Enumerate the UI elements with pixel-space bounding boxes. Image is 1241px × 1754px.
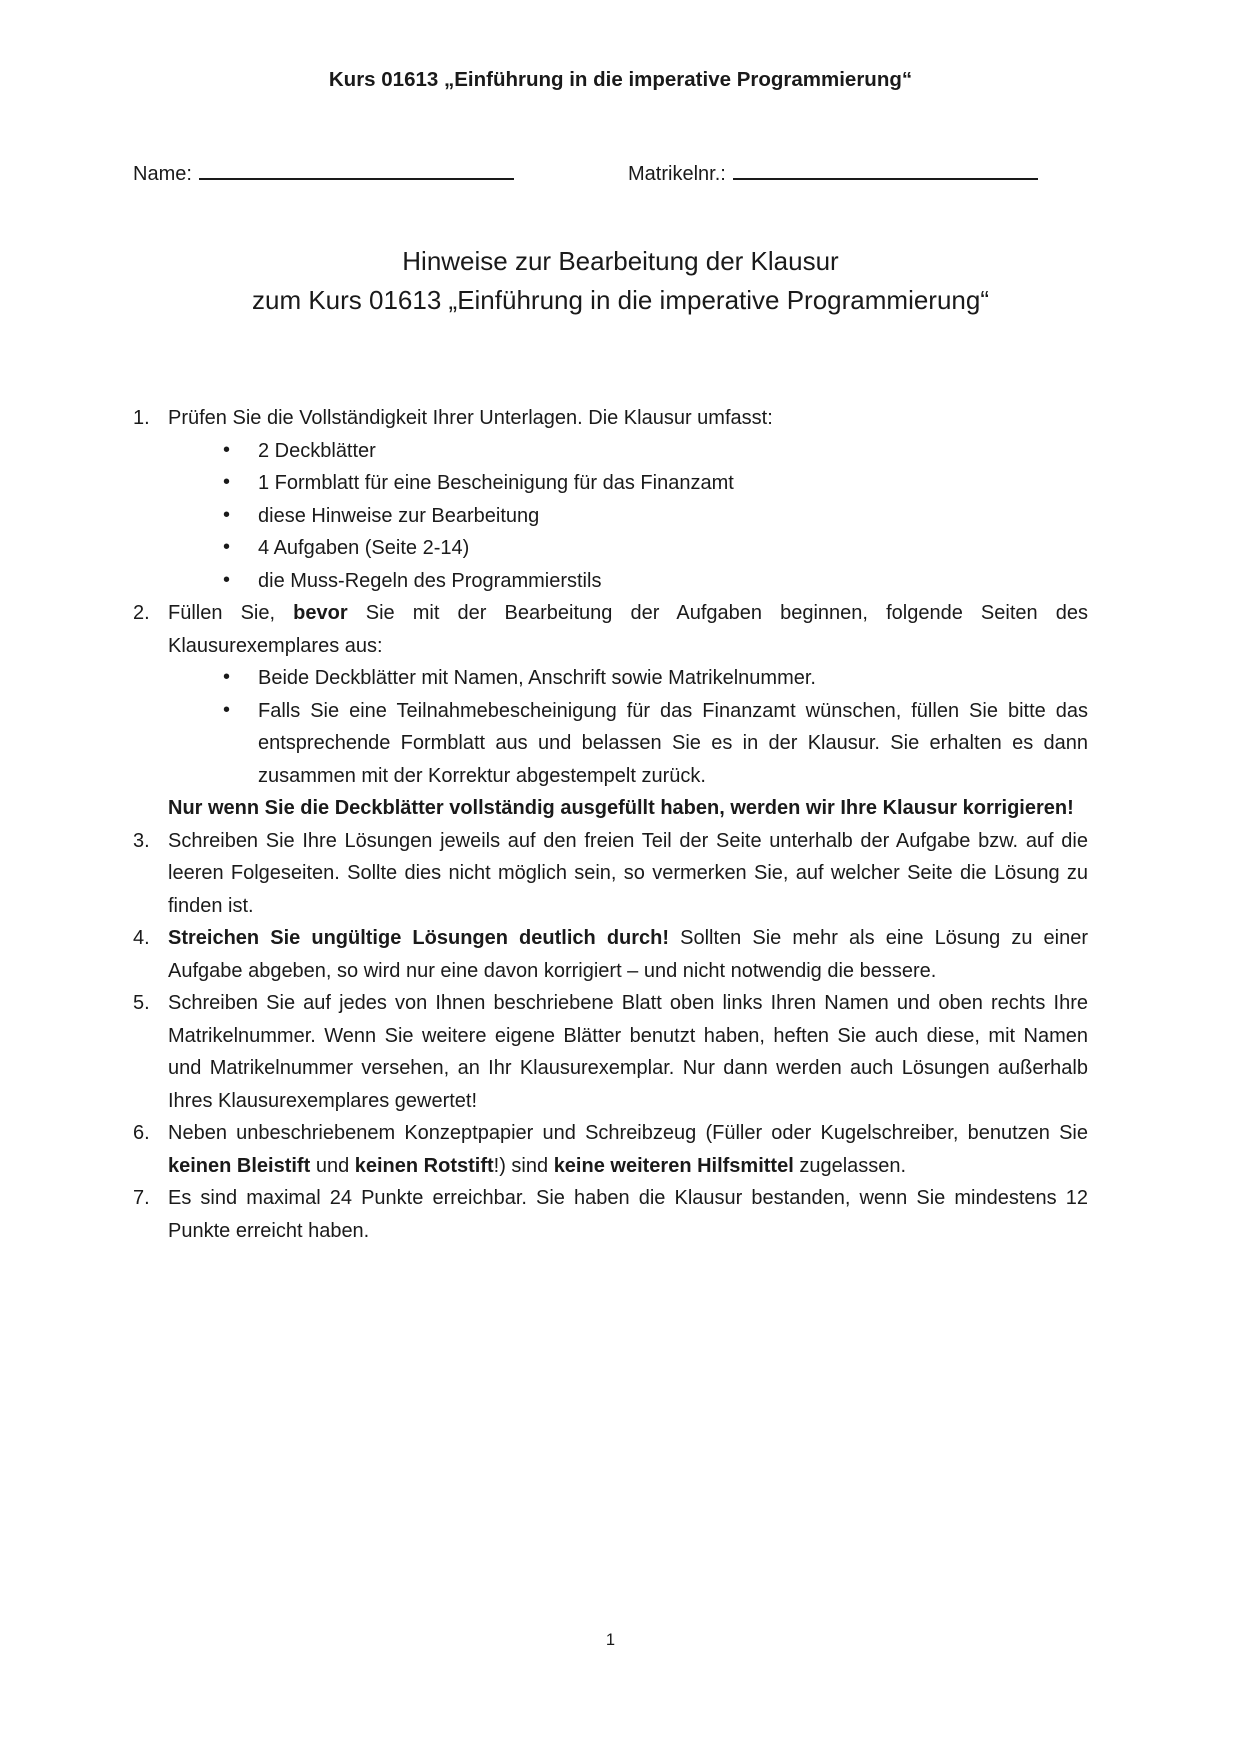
bold-text-run: keine weiteren Hilfsmittel: [553, 1154, 794, 1177]
text-run: Es sind maximal 24 Punkte erreichbar. Sie haben die Klausur bestanden, wenn Sie mindestens 12 Punkte erreicht haben.: [168, 1187, 1088, 1242]
item-number: 3.: [133, 829, 150, 852]
item-text: [168, 987, 1088, 1117]
text-run: Füllen Sie,: [168, 602, 294, 624]
text-run: Schreiben Sie auf jedes von Ihnen beschriebene Blatt oben links Ihren Namen und oben rechts Ihre Matrikelnummer. Wenn Sie weitere eigene Blätter benutzt haben, heften Sie auch diese, mit Namen und Matrikelnummer versehen, an Ihr Klausurexemplar. Nur dann werden auch Lösungen außerhalb Ihres Klausurexemplares gewertet!: [168, 992, 1088, 1112]
text-run: diese Hinweise zur Bearbeitung: [258, 504, 540, 527]
bullet-icon: •: [223, 503, 231, 526]
text-run: Schreiben Sie Ihre Lösungen jeweils auf den freien Teil der Seite unterhalb der Aufgabe bzw. auf die leeren Folgeseiten. Sollte dies nicht möglich sein, so vermerken Sie, auf welcher Seite die Lösung zu finden ist.: [168, 829, 1088, 917]
name-blank-line: [199, 154, 514, 180]
item-text: [168, 597, 1088, 662]
bullet-list-item: [133, 435, 1088, 468]
text-run: Falls Sie eine Teilnahmebescheinigung für das Finanzamt wünschen, füllen Sie bitte das entsprechende Formblatt aus und belassen Sie es in der Klausur. Sie erhalten es dann zusammen mit der Korrektur abgestempelt zurück.: [258, 699, 1088, 787]
bold-text-run: keinen Rotstift: [354, 1154, 494, 1177]
text-run: Sie mit der Bearbeitung der Aufgaben beginnen, folgende Seiten des Klausurexemplares aus:: [168, 602, 1088, 657]
item-number: 1.: [133, 407, 150, 429]
bullet-text: [258, 500, 1088, 533]
item-text: [168, 1182, 1088, 1247]
matrikel-blank-line: [733, 154, 1038, 180]
text-run: !) sind: [493, 1154, 554, 1177]
list-item: [133, 1117, 1088, 1182]
text-run: 1 Formblatt für eine Bescheinigung für das Finanzamt: [258, 472, 734, 494]
item-number: 4.: [133, 927, 150, 949]
item-number: 6.: [133, 1122, 150, 1144]
page-title-line1: Hinweise zur Bearbeitung der Klausur: [402, 246, 839, 276]
bullet-icon: •: [223, 568, 231, 591]
bullet-icon: •: [223, 666, 231, 688]
matrikel-field: [628, 154, 1038, 189]
bullet-list-item: [133, 695, 1088, 793]
page-title-line2: zum Kurs 01613 „Einführung in die imperative Programmierung“: [251, 285, 989, 315]
item-text: [168, 825, 1088, 923]
text-run: die Muss-Regeln des Programmierstils: [258, 569, 602, 592]
bold-text-run: keinen Bleistift: [168, 1154, 311, 1177]
bold-text-run: Streichen Sie ungültige Lösungen deutlich durch!: [168, 927, 670, 949]
list-item: [133, 402, 1088, 435]
bold-text-run: bevor: [293, 602, 348, 624]
item-number: 5.: [133, 992, 150, 1014]
bullet-icon: •: [223, 438, 231, 461]
list-item: [133, 922, 1088, 987]
item-text: [168, 1117, 1088, 1182]
bullet-text: [258, 435, 1088, 468]
item-number: 2.: [133, 602, 150, 624]
bullet-list-item: [133, 532, 1088, 565]
text-run: Beide Deckblätter mit Namen, Anschrift sowie Matrikelnummer.: [258, 667, 816, 689]
item-number: 7.: [133, 1187, 150, 1209]
name-field: [133, 154, 514, 189]
list-item: [133, 1182, 1088, 1247]
item-text: [168, 922, 1088, 987]
bold-text-run: Nur wenn Sie die Deckblätter vollständig ausgefüllt haben, werden wir Ihre Klausur korrigieren!: [168, 797, 1074, 819]
item-text: [168, 402, 1088, 435]
course-header: Kurs 01613 „Einführung in die imperative Programmierung“: [328, 68, 913, 91]
bullet-text: [258, 695, 1088, 793]
text-run: und: [310, 1154, 355, 1177]
text-run: 4 Aufgaben (Seite 2-14): [258, 537, 470, 559]
page-title: [0, 242, 1241, 320]
bullet-icon: •: [223, 536, 231, 558]
bold-note: [133, 792, 1088, 825]
page-number: 1: [605, 1631, 616, 1649]
bullet-text: [258, 662, 1088, 695]
bullet-list-item: [133, 500, 1088, 533]
bullet-list-item: [133, 662, 1088, 695]
bullet-icon: •: [223, 471, 231, 493]
text-run: Sollten Sie mehr als eine Lösung zu einer Aufgabe abgeben, so wird nur eine davon korrigiert – und nicht notwendig die bessere.: [168, 927, 1089, 982]
bullet-icon: •: [223, 698, 231, 721]
text-run: 2 Deckblätter: [258, 439, 376, 462]
bullet-list-item: [133, 565, 1088, 598]
text-run: Prüfen Sie die Vollständigkeit Ihrer Unterlagen. Die Klausur umfasst:: [168, 407, 773, 429]
name-label: Name:: [133, 163, 192, 185]
matrikel-label: Matrikelnr.:: [628, 163, 726, 185]
bullet-text: [258, 467, 1088, 500]
list-item: [133, 825, 1088, 923]
bullet-text: [258, 565, 1088, 598]
bullet-text: [258, 532, 1088, 565]
list-item: [133, 597, 1088, 662]
bullet-list-item: [133, 467, 1088, 500]
text-run: zugelassen.: [793, 1154, 907, 1177]
list-item: [133, 987, 1088, 1117]
instruction-list: [133, 402, 1088, 1247]
text-run: Neben unbeschriebenem Konzeptpapier und Schreibzeug (Füller oder Kugelschreiber, benutzen Sie: [168, 1122, 1088, 1144]
